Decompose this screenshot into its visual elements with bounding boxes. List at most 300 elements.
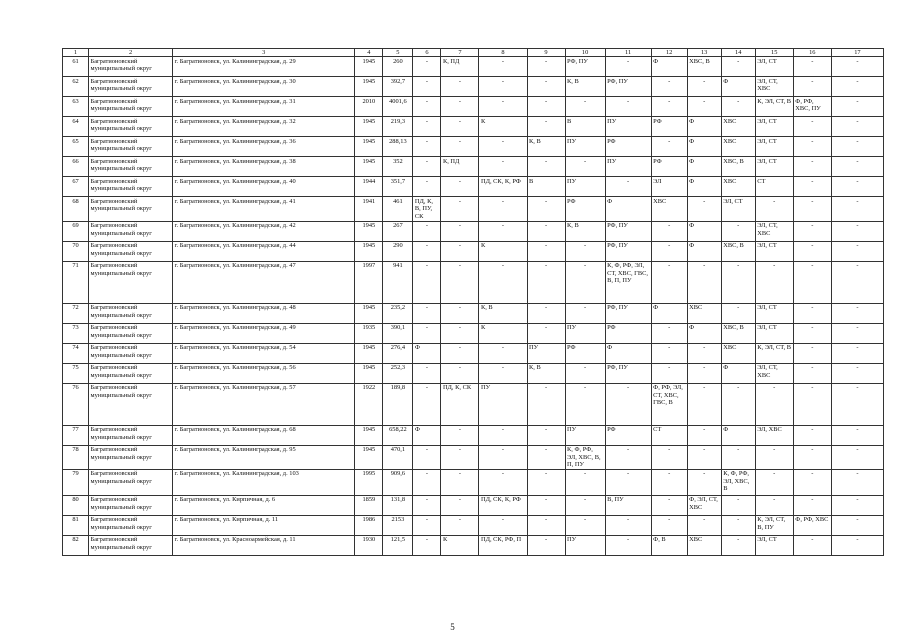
- table-cell: -: [687, 469, 721, 495]
- table-cell: Багратионовский муниципальный округ: [89, 343, 173, 363]
- table-cell: -: [755, 445, 793, 469]
- table-cell: 73: [63, 323, 89, 343]
- table-cell: -: [527, 425, 565, 445]
- table-cell: -: [831, 241, 883, 261]
- table-cell: 351,7: [383, 177, 413, 197]
- table-cell: 63: [63, 97, 89, 117]
- table-cell: ПУ: [479, 383, 527, 425]
- table-cell: -: [721, 221, 755, 241]
- table-cell: К: [479, 323, 527, 343]
- table-cell: -: [565, 303, 605, 323]
- table-cell: 76: [63, 383, 89, 425]
- table-cell: ПУ: [565, 425, 605, 445]
- table-cell: -: [441, 515, 479, 535]
- table-cell: -: [441, 495, 479, 515]
- table-cell: -: [793, 197, 831, 221]
- table-cell: ПД, К, СК: [441, 383, 479, 425]
- table-cell: К: [441, 535, 479, 555]
- table-cell: 75: [63, 363, 89, 383]
- table-cell: 1945: [355, 157, 383, 177]
- table-cell: Ф: [687, 221, 721, 241]
- table-row: [63, 57, 884, 77]
- table-cell: 219,3: [383, 117, 413, 137]
- table-cell: ПД, СК, К, РФ: [479, 177, 527, 197]
- table-cell: Багратионовский муниципальный округ: [89, 383, 173, 425]
- table-cell: -: [527, 77, 565, 97]
- table-cell: -: [793, 363, 831, 383]
- table-cell: К, В: [479, 303, 527, 323]
- table-cell: -: [441, 363, 479, 383]
- table-cell: В: [565, 117, 605, 137]
- table-cell: ПУ: [565, 323, 605, 343]
- table-cell: 66: [63, 157, 89, 177]
- table-cell: -: [793, 495, 831, 515]
- table-cell: -: [831, 221, 883, 241]
- table-cell: -: [441, 197, 479, 221]
- table-cell: К, Ф, РФ, ЭЛ, ХВС, В: [721, 469, 755, 495]
- table-cell: г. Багратионовск, ул. Калининградская, д. 68: [173, 425, 355, 445]
- table-cell: -: [831, 197, 883, 221]
- table-cell: Ф: [721, 425, 755, 445]
- table-row: [63, 303, 884, 323]
- table-cell: К: [479, 241, 527, 261]
- table-cell: 658,22: [383, 425, 413, 445]
- table-cell: -: [831, 363, 883, 383]
- column-number: 6: [413, 49, 441, 57]
- table-cell: РФ, ПУ: [605, 303, 651, 323]
- table-cell: В, ПУ: [605, 495, 651, 515]
- table-cell: -: [441, 221, 479, 241]
- table-cell: 68: [63, 197, 89, 221]
- table-cell: 1945: [355, 363, 383, 383]
- table-cell: -: [565, 383, 605, 425]
- table-cell: -: [413, 117, 441, 137]
- table-cell: Багратионовский муниципальный округ: [89, 97, 173, 117]
- table-cell: -: [441, 323, 479, 343]
- table-cell: -: [793, 425, 831, 445]
- table-cell: ПД, К, В, ПУ, СК: [413, 197, 441, 221]
- column-number: 2: [89, 49, 173, 57]
- table-cell: -: [527, 383, 565, 425]
- table-cell: г. Багратионовск, ул. Калининградская, д. 49: [173, 323, 355, 343]
- table-cell: Багратионовский муниципальный округ: [89, 469, 173, 495]
- table-cell: 74: [63, 343, 89, 363]
- table-cell: -: [441, 77, 479, 97]
- table-cell: -: [565, 469, 605, 495]
- table-cell: -: [413, 495, 441, 515]
- table-cell: 276,4: [383, 343, 413, 363]
- table-cell: 1986: [355, 515, 383, 535]
- table-cell: В: [527, 177, 565, 197]
- table-cell: -: [413, 97, 441, 117]
- table-cell: -: [413, 515, 441, 535]
- table-row: [63, 383, 884, 425]
- table-cell: 71: [63, 261, 89, 303]
- table-cell: РФ: [565, 343, 605, 363]
- table-cell: -: [831, 425, 883, 445]
- table-cell: -: [793, 177, 831, 197]
- table-cell: РФ: [651, 117, 687, 137]
- table-cell: 70: [63, 241, 89, 261]
- table-cell: ХВС: [721, 343, 755, 363]
- table-cell: К, ПД: [441, 157, 479, 177]
- table-cell: 2153: [383, 515, 413, 535]
- table-cell: ХВС, В: [721, 323, 755, 343]
- table-cell: 1945: [355, 117, 383, 137]
- table-cell: К, В: [565, 221, 605, 241]
- table-cell: -: [527, 261, 565, 303]
- table-cell: -: [793, 77, 831, 97]
- table-cell: г. Багратионовск, ул. Калининградская, д. 36: [173, 137, 355, 157]
- table-cell: -: [831, 469, 883, 495]
- table-cell: -: [831, 535, 883, 555]
- table-cell: ПУ: [565, 177, 605, 197]
- table-cell: Багратионовский муниципальный округ: [89, 157, 173, 177]
- table-cell: Багратионовский муниципальный округ: [89, 445, 173, 469]
- table-cell: г. Багратионовск, ул. Калининградская, д. 44: [173, 241, 355, 261]
- table-cell: -: [721, 261, 755, 303]
- table-cell: -: [527, 157, 565, 177]
- table-cell: К, В: [565, 77, 605, 97]
- table-cell: -: [413, 535, 441, 555]
- table-row: [63, 241, 884, 261]
- table-row: [63, 425, 884, 445]
- table-cell: 235,2: [383, 303, 413, 323]
- table-cell: -: [479, 363, 527, 383]
- table-cell: ХВС: [721, 177, 755, 197]
- table-cell: -: [527, 515, 565, 535]
- table-cell: Ф: [687, 241, 721, 261]
- table-cell: -: [755, 383, 793, 425]
- table-cell: 121,5: [383, 535, 413, 555]
- table-cell: ЭЛ, СТ: [755, 303, 793, 323]
- table-cell: -: [479, 469, 527, 495]
- table-cell: ЭЛ, СТ: [755, 323, 793, 343]
- table-cell: -: [527, 535, 565, 555]
- register-table: [62, 48, 884, 556]
- table-cell: ПУ: [605, 117, 651, 137]
- column-number: 11: [605, 49, 651, 57]
- table-cell: -: [527, 495, 565, 515]
- table-cell: -: [793, 117, 831, 137]
- table-cell: ЭЛ, ХВС: [755, 425, 793, 445]
- table-cell: Багратионовский муниципальный округ: [89, 117, 173, 137]
- table-cell: 189,8: [383, 383, 413, 425]
- table-cell: -: [831, 323, 883, 343]
- table-cell: -: [413, 137, 441, 157]
- table-cell: -: [413, 77, 441, 97]
- table-cell: -: [479, 197, 527, 221]
- table-cell: -: [441, 469, 479, 495]
- table-cell: -: [441, 445, 479, 469]
- table-row: [63, 97, 884, 117]
- table-cell: СТ: [651, 425, 687, 445]
- table-cell: -: [755, 261, 793, 303]
- table-cell: г. Багратионовск, ул. Калининградская, д. 54: [173, 343, 355, 363]
- table-cell: -: [527, 445, 565, 469]
- table-cell: -: [831, 261, 883, 303]
- table-cell: Багратионовский муниципальный округ: [89, 323, 173, 343]
- table-cell: ЭЛ, СТ: [755, 241, 793, 261]
- table-cell: Багратионовский муниципальный округ: [89, 495, 173, 515]
- table-cell: -: [793, 469, 831, 495]
- table-cell: ПД, СК, РФ, П: [479, 535, 527, 555]
- table-cell: -: [605, 57, 651, 77]
- table-cell: -: [441, 343, 479, 363]
- table-cell: РФ: [651, 157, 687, 177]
- table-cell: -: [651, 77, 687, 97]
- table-cell: 1997: [355, 261, 383, 303]
- table-row: [63, 495, 884, 515]
- table-cell: -: [565, 363, 605, 383]
- table-cell: РФ: [565, 197, 605, 221]
- table-cell: -: [651, 343, 687, 363]
- table-row: [63, 137, 884, 157]
- column-number: 5: [383, 49, 413, 57]
- table-cell: -: [651, 495, 687, 515]
- table-cell: 252,3: [383, 363, 413, 383]
- table-cell: -: [793, 383, 831, 425]
- table-cell: 1922: [355, 383, 383, 425]
- table-cell: -: [527, 469, 565, 495]
- table-cell: Ф: [605, 197, 651, 221]
- table-cell: Ф: [687, 177, 721, 197]
- table-cell: -: [687, 97, 721, 117]
- table-cell: -: [527, 97, 565, 117]
- table-cell: Ф: [413, 425, 441, 445]
- table-cell: г. Багратионовск, ул. Калининградская, д. 30: [173, 77, 355, 97]
- table-cell: -: [831, 117, 883, 137]
- table-cell: 1859: [355, 495, 383, 515]
- table-cell: -: [721, 383, 755, 425]
- table-cell: 1945: [355, 303, 383, 323]
- table-cell: -: [527, 241, 565, 261]
- table-cell: -: [687, 445, 721, 469]
- column-number: 14: [721, 49, 755, 57]
- table-cell: -: [479, 157, 527, 177]
- table-cell: 79: [63, 469, 89, 495]
- table-cell: г. Багратионовск, ул. Калининградская, д. 42: [173, 221, 355, 241]
- table-cell: ЭЛ, СТ: [755, 57, 793, 77]
- table-cell: -: [605, 535, 651, 555]
- table-cell: 131,8: [383, 495, 413, 515]
- table-cell: 72: [63, 303, 89, 323]
- table-cell: 1945: [355, 241, 383, 261]
- table-cell: ЭЛ, СТ: [755, 137, 793, 157]
- table-cell: г. Багратионовск, ул. Калининградская, д. 31: [173, 97, 355, 117]
- table-cell: Ф: [651, 303, 687, 323]
- table-cell: -: [651, 363, 687, 383]
- table-row: [63, 515, 884, 535]
- table-cell: г. Багратионовск, ул. Калининградская, д. 103: [173, 469, 355, 495]
- table-cell: 260: [383, 57, 413, 77]
- table-cell: ХВС: [721, 137, 755, 157]
- table-cell: -: [651, 137, 687, 157]
- column-number: 8: [479, 49, 527, 57]
- table-cell: 909,6: [383, 469, 413, 495]
- column-number: 16: [793, 49, 831, 57]
- table-cell: -: [605, 469, 651, 495]
- table-cell: -: [831, 57, 883, 77]
- table-cell: ЭЛ, СТ, ХВС: [755, 77, 793, 97]
- table-cell: -: [527, 323, 565, 343]
- table-cell: -: [721, 57, 755, 77]
- table-cell: ХВС, В: [721, 241, 755, 261]
- table-cell: Ф: [413, 343, 441, 363]
- table-row: [63, 323, 884, 343]
- table-row: [63, 117, 884, 137]
- table-cell: -: [831, 383, 883, 425]
- table-cell: Ф, В: [651, 535, 687, 555]
- table-row: [63, 363, 884, 383]
- table-cell: г. Багратионовск, ул. Калининградская, д. 47: [173, 261, 355, 303]
- table-cell: ХВС, В: [721, 157, 755, 177]
- table-cell: -: [687, 425, 721, 445]
- table-cell: -: [565, 261, 605, 303]
- table-cell: 290: [383, 241, 413, 261]
- table-cell: -: [479, 515, 527, 535]
- table-cell: -: [831, 515, 883, 535]
- table-cell: -: [413, 363, 441, 383]
- table-cell: -: [527, 303, 565, 323]
- table-cell: -: [793, 57, 831, 77]
- table-row: [63, 177, 884, 197]
- table-cell: -: [793, 221, 831, 241]
- table-cell: г. Багратионовск, ул. Калининградская, д. 41: [173, 197, 355, 221]
- table-cell: -: [793, 303, 831, 323]
- table-cell: -: [687, 343, 721, 363]
- table-cell: -: [413, 261, 441, 303]
- column-number: 17: [831, 49, 883, 57]
- table-cell: -: [565, 495, 605, 515]
- table-cell: Ф, РФ, ХВС: [793, 515, 831, 535]
- table-cell: ХВС, В: [687, 57, 721, 77]
- table-cell: 4001,6: [383, 97, 413, 117]
- table-cell: -: [413, 469, 441, 495]
- table-cell: -: [413, 221, 441, 241]
- table-cell: Ф: [651, 57, 687, 77]
- column-number: 10: [565, 49, 605, 57]
- table-cell: 1935: [355, 323, 383, 343]
- table-cell: Ф: [687, 137, 721, 157]
- table-cell: Ф: [721, 363, 755, 383]
- table-cell: -: [441, 425, 479, 445]
- table-cell: Багратионовский муниципальный округ: [89, 137, 173, 157]
- table-cell: Ф: [605, 343, 651, 363]
- table-cell: К, Ф, РФ, ЭЛ, СТ, ХВС, ГВС, В, П, ПУ: [605, 261, 651, 303]
- column-number: 13: [687, 49, 721, 57]
- table-row: [63, 197, 884, 221]
- table-cell: -: [831, 343, 883, 363]
- table-cell: -: [413, 157, 441, 177]
- table-cell: -: [651, 97, 687, 117]
- table-cell: -: [721, 445, 755, 469]
- table-cell: -: [793, 157, 831, 177]
- table-cell: 1930: [355, 535, 383, 555]
- table-cell: -: [831, 303, 883, 323]
- table-cell: К, ПД: [441, 57, 479, 77]
- table-cell: ЭЛ: [651, 177, 687, 197]
- table-cell: 62: [63, 77, 89, 97]
- table-cell: ПУ: [527, 343, 565, 363]
- table-cell: -: [651, 241, 687, 261]
- table-cell: -: [441, 117, 479, 137]
- table-cell: Багратионовский муниципальный округ: [89, 535, 173, 555]
- table-cell: 81: [63, 515, 89, 535]
- table-cell: г. Багратионовск, ул. Калининградская, д. 56: [173, 363, 355, 383]
- table-cell: 461: [383, 197, 413, 221]
- table-cell: -: [721, 303, 755, 323]
- table-cell: -: [793, 323, 831, 343]
- table-cell: -: [687, 363, 721, 383]
- table-cell: 77: [63, 425, 89, 445]
- table-cell: Багратионовский муниципальный округ: [89, 177, 173, 197]
- table-cell: -: [605, 177, 651, 197]
- table-cell: -: [793, 261, 831, 303]
- table-cell: г. Багратионовск, ул. Кирпичная, д. 6: [173, 495, 355, 515]
- table-cell: 288,13: [383, 137, 413, 157]
- table-cell: РФ, ПУ: [605, 241, 651, 261]
- table-cell: -: [565, 515, 605, 535]
- table-row: [63, 343, 884, 363]
- table-cell: -: [721, 97, 755, 117]
- table-cell: 267: [383, 221, 413, 241]
- table-cell: К, В: [527, 137, 565, 157]
- table-cell: РФ, ПУ: [565, 57, 605, 77]
- table-cell: РФ: [605, 425, 651, 445]
- column-number: 15: [755, 49, 793, 57]
- table-cell: г. Багратионовск, ул. Калининградская, д. 48: [173, 303, 355, 323]
- table-cell: 1945: [355, 343, 383, 363]
- table-cell: К, ЭЛ, СТ, В: [755, 343, 793, 363]
- table-cell: Багратионовский муниципальный округ: [89, 221, 173, 241]
- table-cell: 82: [63, 535, 89, 555]
- table-cell: -: [479, 445, 527, 469]
- table-cell: 2010: [355, 97, 383, 117]
- table-body: [63, 57, 884, 555]
- table-cell: 941: [383, 261, 413, 303]
- table-cell: 78: [63, 445, 89, 469]
- table-cell: -: [755, 495, 793, 515]
- table-cell: -: [831, 157, 883, 177]
- table-cell: г. Багратионовск, ул. Калининградская, д. 95: [173, 445, 355, 469]
- table-cell: -: [479, 261, 527, 303]
- table-cell: Ф, РФ, ХВС, ПУ: [793, 97, 831, 117]
- table-cell: -: [793, 241, 831, 261]
- table-cell: Багратионовский муниципальный округ: [89, 57, 173, 77]
- table-cell: -: [605, 97, 651, 117]
- table-cell: г. Багратионовск, ул. Калининградская, д. 38: [173, 157, 355, 177]
- table-cell: -: [605, 383, 651, 425]
- table-cell: -: [527, 221, 565, 241]
- table-cell: 1945: [355, 57, 383, 77]
- table-cell: ЭЛ, СТ, ХВС: [755, 221, 793, 241]
- table-cell: -: [831, 97, 883, 117]
- table-cell: -: [527, 57, 565, 77]
- table-cell: -: [687, 383, 721, 425]
- table-cell: К, ЭЛ, СТ, В, ПУ: [755, 515, 793, 535]
- table-cell: ХВС: [721, 117, 755, 137]
- table-cell: -: [479, 343, 527, 363]
- table-cell: 1945: [355, 445, 383, 469]
- table-cell: г. Багратионовск, ул. Калининградская, д. 29: [173, 57, 355, 77]
- table-cell: -: [441, 241, 479, 261]
- table-cell: г. Багратионовск, ул. Красноармейская, д. 11: [173, 535, 355, 555]
- table-cell: Багратионовский муниципальный округ: [89, 363, 173, 383]
- column-number: 9: [527, 49, 565, 57]
- table-cell: 61: [63, 57, 89, 77]
- table-cell: РФ: [605, 323, 651, 343]
